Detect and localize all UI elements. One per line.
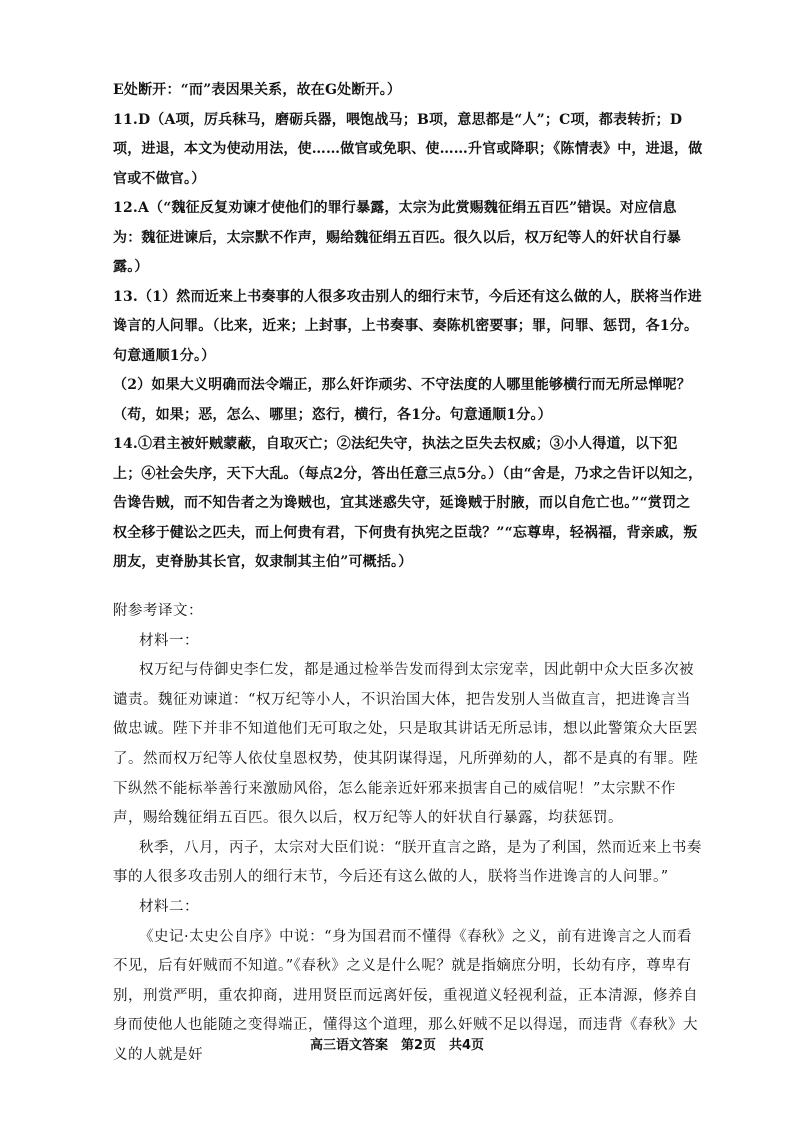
answer-section [113,76,703,578]
material1-paragraph2: 秋季，八月，丙子，太宗对大臣们说：“朕开直言之路，是为了利国，然而近来上书奏事的人很多攻击别人的细行末节，今后还有这么做的人，朕将当作进谗言的人问罪。” [113,839,702,886]
answer-q13-part2: （2）如果大义明确而法令端正，那么奸诈顽劣、不守法度的人哪里能够横行而无所忌惮呢？（苟，如果；恶，怎么、哪里；恣行，横行，各1分。句意通顺1分。） [113,377,691,423]
answer-q11: 11.D（A项，厉兵秣马，磨砺兵器，喂饱战马；B项，意思都是“人”；C项，都表转折；D项，进退，本文为使动用法，使……做官或免职、使……升官或降职；《陈情表》中，进退，做官或不做官。） [113,111,703,187]
material1-label: 材料一： [139,632,199,649]
translation-heading: 附参考译文： [113,603,203,619]
material2-paragraph1: 《史记·太史公自序》中说：“身为国君而不懂得《春秋》之义，前有进谗言之人而看不见，后有奸贼而不知道。”《春秋》之义是什么呢？就是指嫡庶分明，长幼有序，尊卑有别，刑赏严明，重农抑商，进用贤臣而远离奸佞，重视道义轻视利益，正本清源，修养自身而使他人也能随之变得端正，懂得这个道理，那么奸贼不足以得逞，而违背《春秋》大义的人就是奸 [113,928,698,1063]
answer-q12: 12.A（“魏征反复劝谏才使他们的罪行暴露，太宗为此赏赐魏征绢五百匹”错误。对应信息为：魏征进谏后，太宗默不作声，赐给魏征绢五百匹。很久以后，权万纪等人的奸状自行暴露。） [113,200,681,275]
page-footer: 高三语文答案 第2页 共4页 [309,1038,485,1053]
material2-label: 材料二： [139,898,199,915]
answer-q14: 14.①君主被奸贼蒙蔽，自取灭亡；②法纪失守，执法之臣失去权威；③小人得道，以下犯上；④社会失序，天下大乱。（每点2分，答出任意三点5分。）（由“舍是，乃求之告讦以知之，告谗告贼，而不知告者之为谗贼也，宜其迷惑失守，延谗贼于肘腋，而以自危亡也。”“赏罚之权全移于健讼之匹夫，而上何贵有君，下何贵有执宪之臣哉？”“忘尊卑，轻祸福，背亲戚，叛朋友，吏脊胁其长官，奴隶制其主伯”可概括。） [113,436,703,570]
reference-translation [113,597,703,1071]
material1-paragraph1: 权万纪与侍御史李仁发，都是通过检举告发而得到太宗宠幸，因此朝中众大臣多次被谴责。魏征劝谏道：“权万纪等小人，不识治国大体，把告发别人当做直言，把进谗言当做忠诚。陛下并非不知道他们无可取之处，只是取其讲话无所忌讳，想以此警策众大臣罢了。然而权万纪等人依仗皇恩权势，使其阴谋得逞，凡所弹劾的人，都不是真的有罪。陛下纵然不能标举善行来激励风俗，怎么能亲近奸邪来损害自己的威信呢！”太宗默不作声，赐给魏征绢五百匹。很久以后，权万纪等人的奸状自行暴露，均获惩罚。 [113,662,698,827]
answer-q13-part1: 13.（1）然而近来上书奏事的人很多攻击别人的细行末节，今后还有这么做的人，朕将当作进谗言的人问罪。（比来，近来；上封事，上书奏事、奏陈机密要事；罪，问罪、惩罚，各1分。句意通顺1分。） [113,288,702,364]
answer-e-line: E处断开：“而”表因果关系，故在G处断开。） [113,82,402,98]
